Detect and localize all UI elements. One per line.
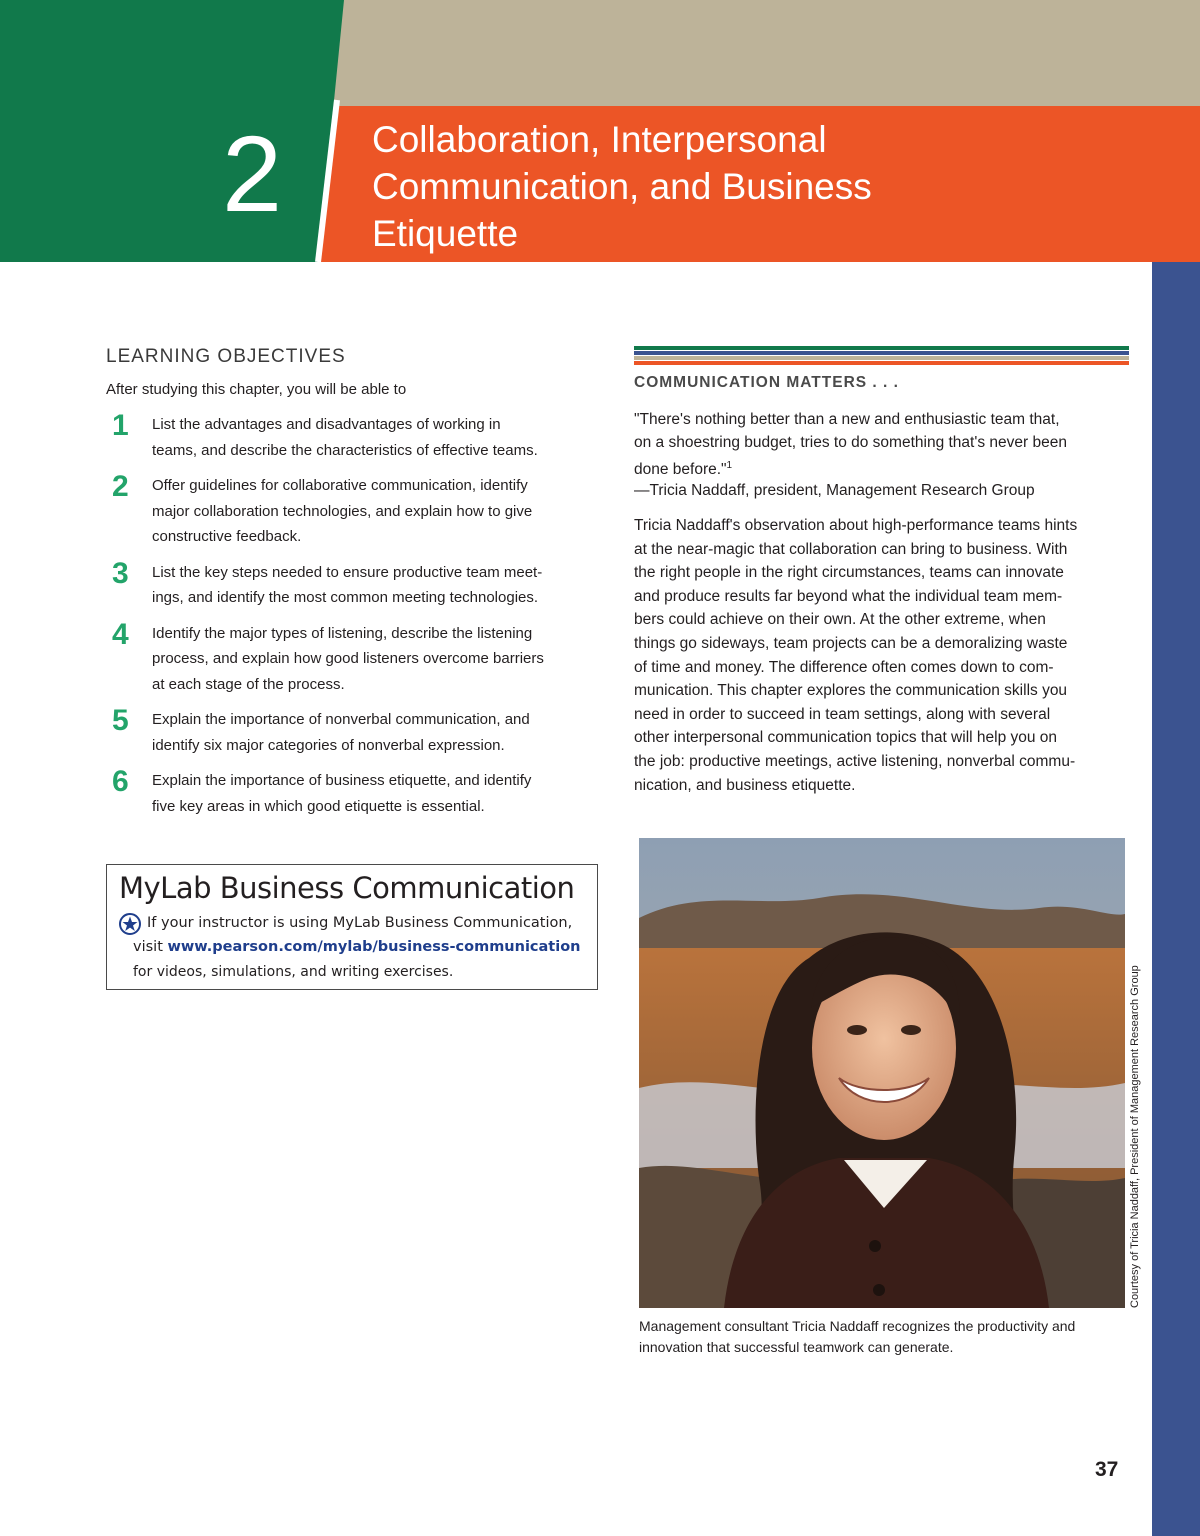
- objective-text-line: Explain the importance of business etiquette, and identify: [152, 772, 532, 789]
- mylab-text-line: [133, 939, 581, 955]
- communication-matters-heading: COMMUNICATION MATTERS . . .: [634, 374, 899, 391]
- portrait-photo: [639, 838, 1125, 1308]
- chapter-title-line: Etiquette: [372, 213, 519, 254]
- objective-number: 3: [112, 556, 129, 590]
- chapter-title-line: Collaboration, Interpersonal: [372, 119, 827, 160]
- body-line: at the near-magic that collaboration can bring to business. With: [634, 540, 1068, 558]
- objective-text-line: teams, and describe the characteristics of effective teams.: [152, 441, 538, 459]
- body-line: need in order to succeed in team settings, along with several: [634, 705, 1051, 723]
- objective-item: [112, 704, 612, 758]
- objective-text-line: constructive feedback.: [152, 528, 302, 545]
- body-line: Tricia Naddaff's observation about high-performance teams hints: [634, 517, 1078, 534]
- objective-text-line: List the key steps needed to ensure productive team meet-: [152, 563, 543, 581]
- mylab-callout: [106, 864, 598, 990]
- learning-objectives-list: [112, 409, 612, 819]
- body-line: bers could achieve on their own. At the other extreme, when: [634, 611, 1046, 629]
- objective-text-line: Offer guidelines for collaborative communication, identify: [152, 477, 528, 494]
- rule-blue: [634, 351, 1129, 355]
- footnote-marker: 1: [726, 460, 733, 471]
- objective-number: 1: [112, 409, 129, 442]
- objective-text-line: process, and explain how good listeners overcome barriers: [152, 650, 544, 667]
- mylab-visit-label: visit: [133, 939, 168, 955]
- quote-line: "There's nothing better than a new and enthusiastic team that,: [634, 411, 1060, 428]
- chapter-title: [372, 116, 1072, 257]
- objective-item: [112, 470, 612, 550]
- learning-objectives-heading: LEARNING OBJECTIVES: [106, 346, 346, 367]
- objective-number: 5: [112, 704, 129, 737]
- body-line: and produce results far beyond what the individual team mem-: [634, 587, 1063, 605]
- body-line: the job: productive meetings, active listening, nonverbal commu-: [634, 752, 1076, 770]
- mylab-text-line: If your instructor is using MyLab Business Communication,: [147, 915, 573, 931]
- objective-text-line: identify six major categories of nonverbal expression.: [152, 736, 505, 754]
- rule-green: [634, 346, 1129, 350]
- body-line: munication. This chapter explores the communication skills you: [634, 682, 1068, 700]
- objective-text-line: Identify the major types of listening, describe the listening: [152, 624, 533, 642]
- caption-line: Management consultant Tricia Naddaff recognizes the productivity and: [639, 1318, 1076, 1334]
- objective-item: [112, 556, 612, 611]
- objective-item: [112, 765, 612, 819]
- objective-number: 6: [112, 765, 129, 798]
- objective-text-line: ings, and identify the most common meeting technologies.: [152, 589, 539, 606]
- rule-orange: [634, 361, 1129, 365]
- star-icon: [119, 913, 141, 935]
- objective-text-line: major collaboration technologies, and explain how to give: [152, 502, 533, 520]
- chapter-header: [0, 0, 1200, 262]
- objective-number: 4: [112, 617, 129, 651]
- objective-item: [112, 409, 612, 463]
- caption-line: innovation that successful teamwork can generate.: [639, 1339, 954, 1355]
- objective-number: 2: [112, 470, 129, 503]
- side-color-bar: [1152, 262, 1200, 1536]
- objective-text-line: List the advantages and disadvantages of working in: [152, 416, 501, 433]
- objective-item: [112, 617, 612, 698]
- quote-line: done before.": [634, 461, 727, 479]
- quote-line-last: [634, 454, 1134, 481]
- photo-caption: [639, 1316, 1129, 1358]
- mylab-title: MyLab Business Communication: [119, 871, 575, 905]
- quote-line: on a shoestring budget, tries to do something that's never been: [634, 434, 1067, 451]
- learning-objectives-intro: After studying this chapter, you will be able to: [106, 381, 407, 398]
- intro-paragraph: [634, 514, 1134, 797]
- chapter-number: 2: [222, 113, 283, 234]
- decorative-rules: [634, 346, 1129, 366]
- quote-attribution: —Tricia Naddaff, president, Management Research Group: [634, 482, 1035, 499]
- chapter-title-line: Communication, and Business: [372, 166, 872, 207]
- mylab-text-line: for videos, simulations, and writing exercises.: [133, 964, 454, 980]
- photo-credit: Courtesy of Tricia Naddaff, President of Management Research Group: [1129, 965, 1141, 1308]
- objective-text-line: at each stage of the process.: [152, 675, 345, 693]
- rule-tan: [634, 356, 1129, 360]
- mylab-link[interactable]: www.pearson.com/mylab/business-communication: [167, 939, 581, 955]
- body-line: the right people in the right circumstances, teams can innovate: [634, 564, 1064, 582]
- objective-text-line: Explain the importance of nonverbal communication, and: [152, 711, 530, 728]
- objective-text-line: five key areas in which good etiquette is essential.: [152, 797, 485, 815]
- body-line: nication, and business etiquette.: [634, 776, 856, 794]
- page-number: 37: [1095, 1458, 1119, 1481]
- quote: [634, 408, 1134, 481]
- body-line: other interpersonal communication topics that will help you on: [634, 729, 1058, 747]
- body-line: things go sideways, team projects can be a demoralizing waste: [634, 634, 1068, 652]
- body-line: of time and money. The difference often comes down to com-: [634, 658, 1054, 676]
